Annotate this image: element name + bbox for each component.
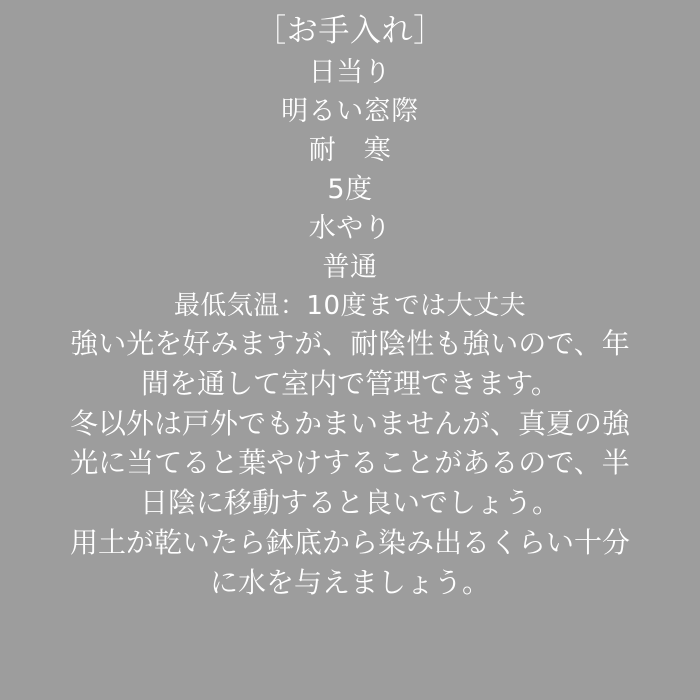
minimum-temperature-note: 最低気温：10度までは大丈夫 <box>173 290 527 321</box>
paragraph-3-line-1: 用土が乾いたら鉢底から染み出るくらい十分 <box>69 525 630 559</box>
field-value-sunlight: 明るい窓際 <box>281 95 419 127</box>
field-label-watering: 水やり <box>308 213 392 245</box>
paragraph-2-line-1: 冬以外は戸外でもかまいませんが、真夏の強 <box>69 406 630 440</box>
field-label-cold-tolerance: 耐 寒 <box>308 135 392 167</box>
page-title: ［お手入れ］ <box>255 13 445 49</box>
paragraph-2-line-3: 日陰に移動すると良いでしょう。 <box>139 486 560 519</box>
field-value-watering: 普通 <box>322 252 378 284</box>
paragraph-1-line-2: 間を通して室内で管理できます。 <box>141 366 559 400</box>
paragraph-3-line-2: に水を与えましょう。 <box>209 565 490 599</box>
paragraph-1-line-1: 強い光を好みますが、耐陰性も強いので、年 <box>70 327 630 360</box>
paragraph-2-line-2: 光に当てると葉やけすることがあるので、半 <box>70 446 630 480</box>
field-label-sunlight: 日当り <box>308 56 392 88</box>
field-value-cold-tolerance: 5度 <box>327 174 373 206</box>
